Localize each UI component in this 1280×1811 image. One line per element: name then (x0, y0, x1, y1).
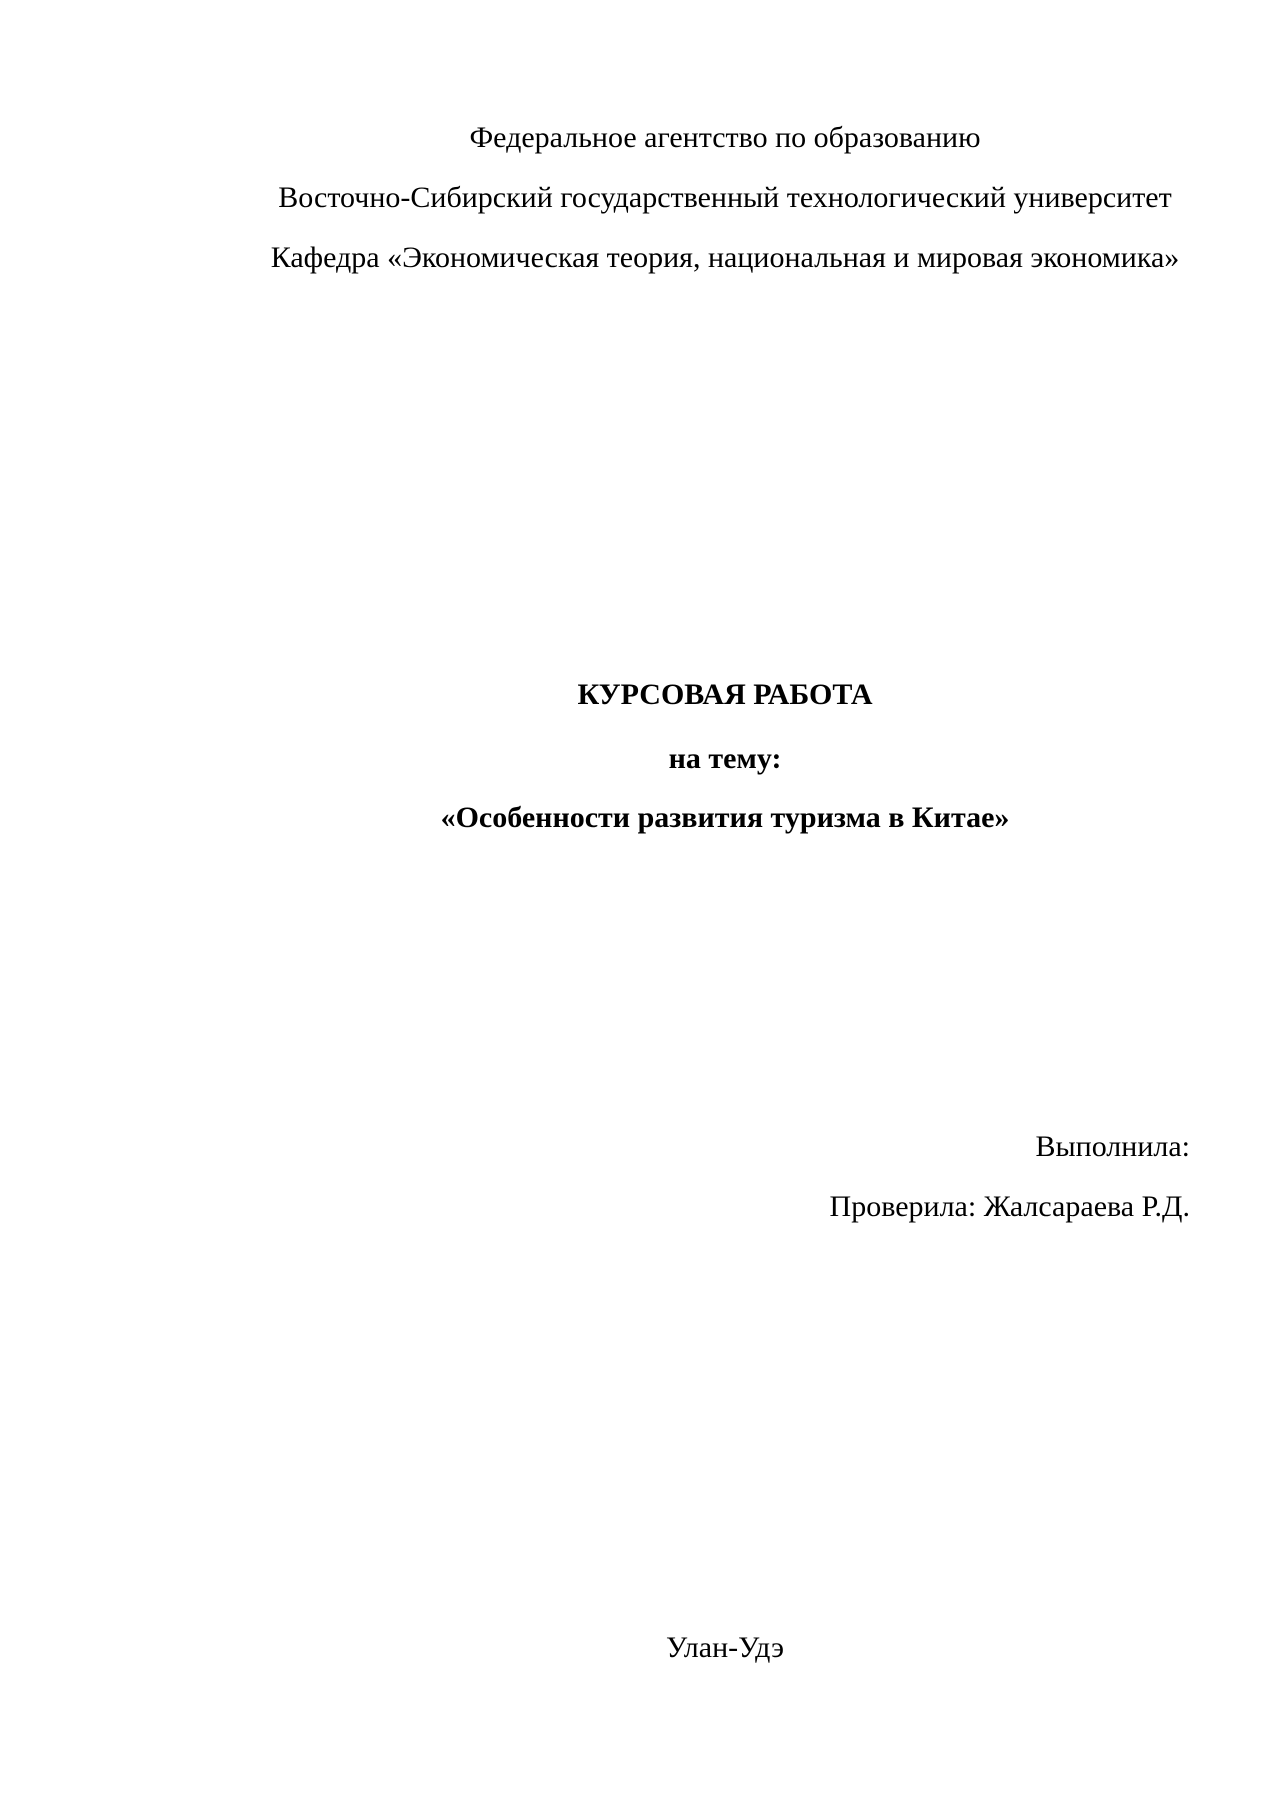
agency-name: Федеральное агентство по образованию (469, 121, 981, 154)
work-type-title: КУРСОВАЯ РАБОТА (577, 678, 873, 711)
department-name: Кафедра «Экономическая теория, национальная и мировая экономика» (270, 241, 1180, 274)
topic-label: на тему: (668, 742, 782, 775)
topic-title: «Особенности развития туризма в Китае» (440, 801, 1010, 834)
university-name: Восточно-Сибирский государственный технологический университет (278, 181, 1172, 214)
city-name: Улан-Удэ (665, 1631, 785, 1664)
performed-by: Выполнила: (1035, 1130, 1190, 1163)
checked-by: Проверила: Жалсараева Р.Д. (829, 1190, 1190, 1223)
